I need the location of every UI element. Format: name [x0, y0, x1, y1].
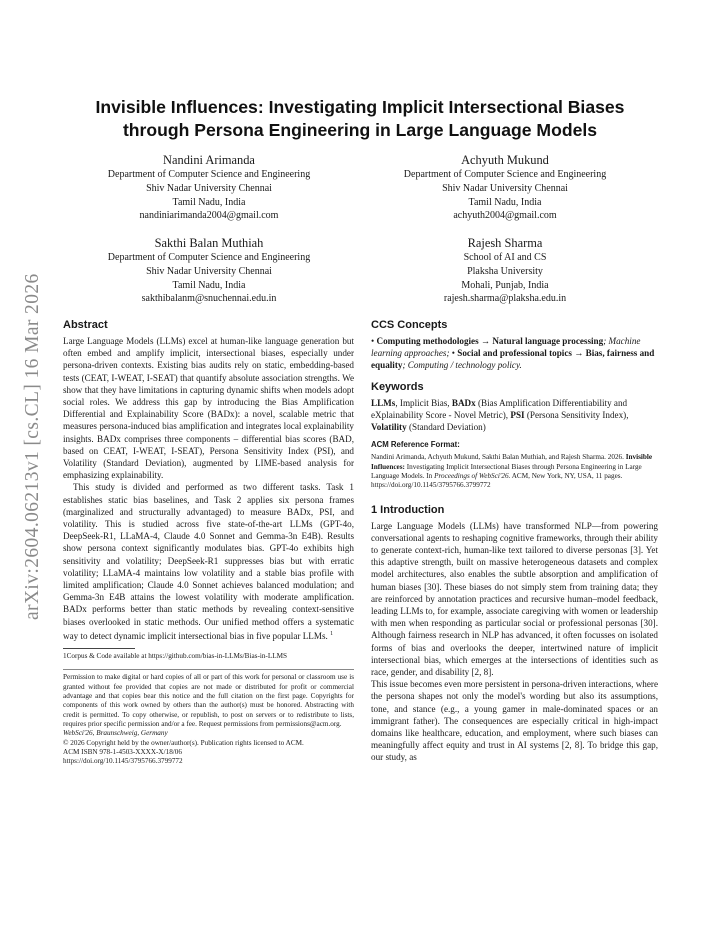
abstract-heading: Abstract: [63, 319, 108, 331]
paper-title: [0, 96, 720, 142]
acm-ref-title: Invisible Influences:: [371, 453, 653, 471]
author-block-4: [360, 235, 650, 306]
author-location: Tamil Nadu, India: [468, 196, 542, 208]
author-name: Rajesh Sharma: [467, 236, 543, 250]
permission-divider: [63, 669, 354, 670]
keyword-volatility: Volatility: [371, 422, 407, 433]
author-name: Sakthi Balan Muthiah: [154, 236, 264, 250]
isbn-text: ACM ISBN 978-1-4503-XXXX-X/18/06: [63, 747, 182, 756]
keyword-text-4: (Standard Deviation): [406, 422, 486, 433]
acm-ref-authors: Nandini Arimanda, Achyuth Mukund, Sakthi Balan Muthiah, and Rajesh Sharma. 2026.: [371, 453, 626, 462]
introduction-heading: 1 Introduction: [371, 503, 445, 516]
author-location: Tamil Nadu, India: [172, 196, 246, 208]
author-location: Mohali, Punjab, India: [461, 279, 549, 291]
ccs-concept-2: Social and professional topics → Bias, fairness and equality: [371, 348, 655, 371]
keyword-badx: BADx: [451, 397, 476, 408]
right-column: [371, 318, 658, 764]
acm-ref-tail: ACM, New York, NY, USA, 11 pages. https://doi.org/10.1145/3795766.3799772: [371, 472, 623, 490]
author-org: Shiv Nadar University Chennai: [146, 182, 272, 194]
keyword-text-2: (Bias Amplification Differentiability and eXplainability Score - Novel Metric),: [371, 397, 628, 420]
footnote-text: 1Corpus & Code available at https://github.com/bias-in-LLMs/Bias-in-LLMS: [63, 652, 287, 661]
author-block-2: [360, 152, 650, 223]
keyword-llms: LLMs: [371, 397, 396, 408]
intro-paragraph-2: This issue becomes even more persistent in persona-driven interactions, where the persona shapes not only the model's wording but also its assumptions, tone, and stance (e.g., a young gamer in male-dominated spaces or an immigrant father). The consequences are especially critical in high-impact domains like healthcare, education, and employment, where such biases can meaningfully affect equity and trust in AI systems [2, 8]. To bridge this gap, our study, as: [371, 679, 658, 763]
keywords-heading: Keywords: [371, 380, 424, 393]
permission-text: Permission to make digital or hard copies of all or part of this work for personal or classroom use is granted without fee provided that copies are not made or distributed for profit or commercial advantage and that copies bear this notice and the full citation on the first page. Copyrights for components of this work owned by others than the author(s) must be honored. Abstracting with credit is permitted. To copy otherwise, or republish, to post on servers or to redistribute to lists, requires prior specific permission and/or a fee. Request permissions from permissions@acm.org.: [63, 673, 354, 728]
author-email: sakthibalanm@snuchennai.edu.in: [141, 293, 277, 305]
author-location: Tamil Nadu, India: [172, 279, 246, 291]
copyright-text: © 2026 Copyright held by the owner/author(s). Publication rights licensed to ACM.: [63, 738, 304, 747]
acm-reference: [371, 453, 658, 490]
acm-ref-rest: Investigating Implicit Intersectional Biases through Persona Engineering in Large Language Models. In: [371, 462, 642, 481]
abstract-paragraph-2: [63, 481, 354, 642]
author-org: Shiv Nadar University Chennai: [146, 265, 272, 277]
author-email: nandiniarimanda2004@gmail.com: [139, 210, 279, 222]
author-email: achyuth2004@gmail.com: [453, 210, 557, 222]
author-name: Achyuth Mukund: [461, 153, 549, 167]
ccs-heading: CCS Concepts: [371, 319, 448, 331]
author-dept: Department of Computer Science and Engineering: [107, 252, 311, 263]
author-email: rajesh.sharma@plaksha.edu.in: [443, 293, 567, 305]
doi-text: https://doi.org/10.1145/3795766.3799772: [63, 757, 183, 766]
left-column: [63, 318, 354, 766]
ccs-concept-2-sub: ; Computing / technology policy.: [402, 360, 522, 371]
author-block-1: [64, 152, 354, 223]
keyword-text-1: , Implicit Bias,: [395, 397, 452, 408]
keywords-list: [371, 397, 658, 434]
ccs-concept-1-sub: ; Machine learning approaches;: [371, 336, 641, 359]
abstract-paragraph-1: Large Language Models (LLMs) excel at human-like language generation but often embed and amplify implicit, intersectional biases, especially under persona-driven contexts. Existing bias audits rely on static, embedding-based tests (CEAT, I-WEAT, I-SEAT) that quantify absolute association strengths. We show that they have limitations in capturing dynamic shifts when models adopt social roles. We address this gap by introducing the Bias Amplification Differential and Explainability Score (BADx): a novel, scalable metric that measures persona-induced bias amplification and integrates local explainability insights. BADx comprises three components – differential bias scores (BAD, based on CEAT, I-WEAT, I-SEAT), Persona Sensitivity Index (PSI), and Volatility (Standard Deviation), augmented by LIME-based analysis for emphasizing explainability.: [63, 336, 354, 481]
venue-text: WebSci'26, Braunschweig, Germany: [63, 729, 168, 738]
ccs-concepts: • Computing methodologies → Natural language processing; Machine learning approaches; • Social and professional topics → Bias, fairness and equality; Computing / technology policy.: [371, 336, 655, 371]
author-dept: Department of Computer Science and Engineering: [403, 169, 607, 180]
title-line-1: Invisible Influences: Investigating Implicit Intersectional Biases: [95, 97, 625, 117]
title-line-2: through Persona Engineering in Large Language Models: [122, 120, 598, 140]
footnote-divider: [63, 648, 135, 649]
acm-ref-proceedings: Proceedings of WebSci'26.: [434, 472, 511, 481]
acm-reference-heading: ACM Reference Format:: [371, 440, 460, 450]
ccs-concept-1: Computing methodologies → Natural language processing: [376, 336, 604, 346]
author-org: Plaksha University: [467, 265, 543, 277]
author-org: Shiv Nadar University Chennai: [442, 182, 568, 194]
author-block-3: [64, 235, 354, 306]
author-dept: Department of Computer Science and Engineering: [107, 169, 311, 180]
intro-paragraph-1: Large Language Models (LLMs) have transformed NLP—from powering conversational agents to reshaping cognitive frameworks, through their ability to generate context-rich, human-like text tailored to diverse personas [3]. Yet this adaptive strength, built on massive heterogeneous datasets and complex model architectures, also enables the subtle absorption and amplification of human biases [30]. These biases do not simply stem from training data; they are reinforced by annotation practices and recursive human–model feedback, leading LLMs to, for example, associate caregiving with women or leadership with men when responding as particular social or professional personas [30]. Although fairness research in NLP has advanced, it often focusses on isolated forms of bias and overlooks the deeper, intertwined nature of implicit intersectional bias, which emerges at the intersections of identities such as race, gender, and disability [2, 8].: [371, 520, 658, 678]
author-dept: School of AI and CS: [463, 252, 547, 263]
abstract-paragraph-2-text: This study is divided and performed as two different tasks. Task 1 establishes static bias baselines, and Task 2 applies six persona frames (marginalized and structurally advantaged) to measure BADx, PSI, and volatility. This is studied across five state-of-the-art LLMs (GPT-4o, DeepSeek-R1, LLaMA-4, Claude 4.0 Sonnet and Gemma-3n E4B). Results show persona context significantly modulates bias. GPT-4o exhibits high sensitivity and volatility; DeepSeek-R1 suppresses bias but with erratic volatility; LLaMA-4 maintains low volatility and a stable bias profile with limited amplification; Claude 4.0 Sonnet achieves balanced modulation; and Gemma-3n E4B attains the lowest volatility with moderate amplification. BADx performs better than static methods by revealing context-sensitive biases overlooked in static methods. Our unified method offers a systematic way to detect dynamic implicit intersectional bias in five popular LLMs.: [63, 482, 354, 641]
author-name: Nandini Arimanda: [163, 153, 255, 167]
keyword-psi: PSI: [510, 409, 525, 420]
footnote-marker: 1: [330, 630, 334, 637]
keyword-text-3: (Persona Sensitivity Index),: [524, 409, 629, 420]
arxiv-identifier: arXiv:2604.06213v1 [cs.CL] 16 Mar 2026: [22, 273, 43, 620]
